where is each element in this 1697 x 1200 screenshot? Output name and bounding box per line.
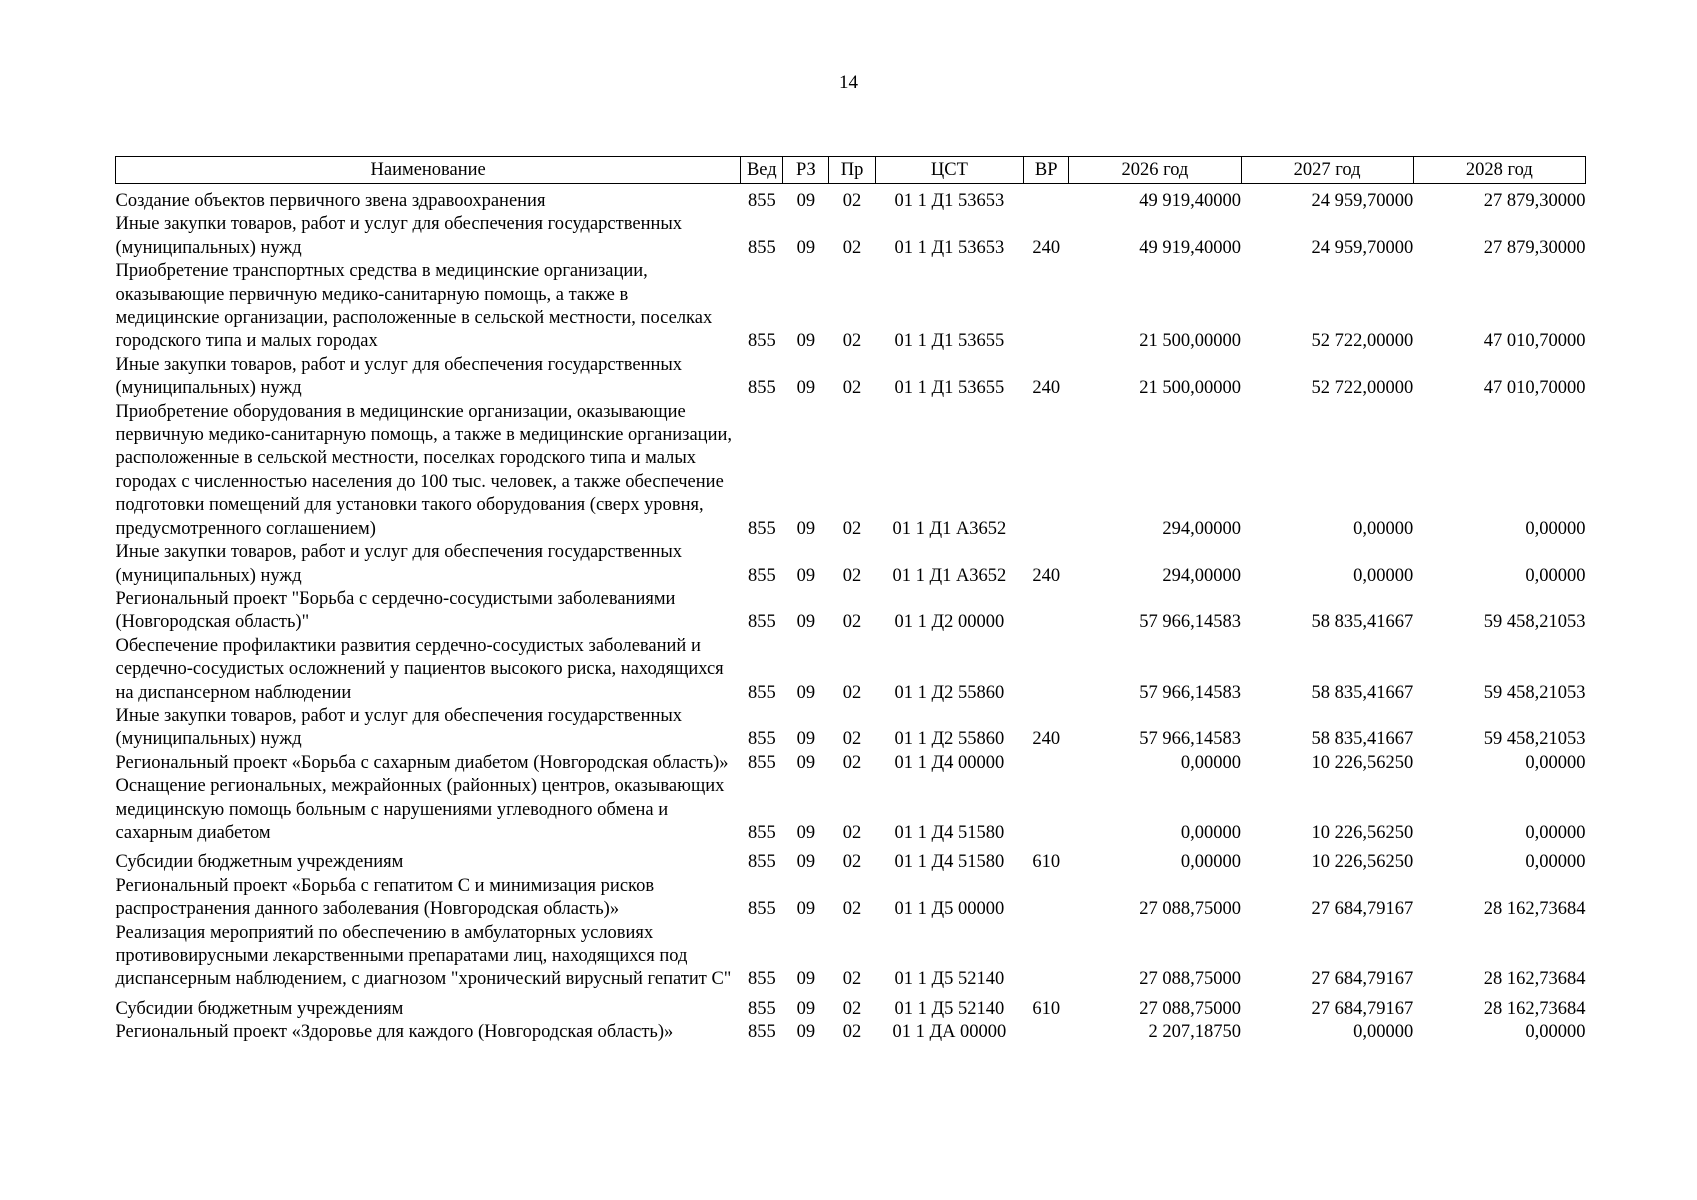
- cell-vr: 610: [1032, 852, 1061, 873]
- cell-cst: 01 1 Д2 55860: [894, 682, 1005, 703]
- cell-ved: 855: [747, 518, 776, 539]
- cell-2028: 28 162,73684: [1483, 969, 1586, 990]
- table-row: [116, 992, 1586, 1021]
- cell-ved: 855: [747, 378, 776, 399]
- cell-pr: 02: [842, 612, 862, 633]
- cell-2027: 58 835,41667: [1311, 612, 1414, 633]
- cell-rz: 09: [796, 752, 816, 773]
- cell-rz: 09: [796, 852, 816, 873]
- cell-2027: 10 226,56250: [1311, 822, 1414, 843]
- cell-2026: 27 088,75000: [1139, 998, 1241, 1019]
- table-row: [116, 875, 1586, 922]
- cell-ved: 855: [747, 191, 776, 211]
- cell-2026: 2 207,18750: [1148, 1022, 1241, 1043]
- cell-cst: 01 1 Д1 А3652: [892, 565, 1007, 586]
- cell-pr: 02: [842, 237, 862, 258]
- cell-2028: 0,00000: [1525, 518, 1586, 539]
- header-cst: ЦСТ: [875, 157, 1024, 184]
- cell-pr: 02: [842, 378, 862, 399]
- cell-name: Приобретение транспортных средства в медицинские организации, оказывающие первичную медико-санитарную помощь, а также в медицинские организации, расположенные в сельской местности, поселках городского типа и малых городах: [115, 261, 713, 352]
- budget-table: [115, 156, 1586, 1045]
- table-row: [116, 1021, 1586, 1044]
- cell-2027: 52 722,00000: [1311, 378, 1414, 399]
- cell-name: Создание объектов первичного звена здравоохранения: [115, 191, 546, 211]
- cell-2026: 294,00000: [1162, 518, 1241, 539]
- cell-2027: 27 684,79167: [1311, 899, 1414, 920]
- cell-2027: 10 226,56250: [1311, 752, 1414, 773]
- cell-2028: 0,00000: [1525, 565, 1586, 586]
- table-row: [116, 775, 1586, 845]
- cell-rz: 09: [796, 998, 816, 1019]
- cell-rz: 09: [796, 822, 816, 843]
- cell-rz: 09: [796, 518, 816, 539]
- cell-cst: 01 1 Д1 53653: [894, 237, 1005, 258]
- cell-pr: 02: [842, 899, 862, 920]
- cell-name: Оснащение региональных, межрайонных (районных) центров, оказывающих медицинскую помощь больным с нарушениями углеводного обмена и сахарным диабетом: [115, 776, 725, 843]
- cell-2028: 0,00000: [1525, 1022, 1586, 1043]
- cell-2026: 0,00000: [1180, 752, 1241, 773]
- cell-cst: 01 1 Д5 00000: [894, 899, 1005, 920]
- cell-rz: 09: [796, 899, 816, 920]
- cell-pr: 02: [842, 331, 862, 352]
- cell-name: Обеспечение профилактики развития сердечно-сосудистых заболеваний и сердечно-сосудистых осложнений у пациентов высокого риска, находящихся на диспансерном наблюдении: [115, 635, 724, 703]
- cell-2028: 59 458,21053: [1483, 682, 1586, 703]
- cell-name: Иные закупки товаров, работ и услуг для обеспечения государственных (муниципальных) нужд: [115, 705, 683, 750]
- table-row: [116, 922, 1586, 992]
- cell-ved: 855: [747, 1022, 776, 1043]
- table-row: [116, 588, 1586, 635]
- cell-pr: 02: [842, 729, 862, 750]
- cell-pr: 02: [842, 998, 862, 1019]
- cell-cst: 01 1 Д4 51580: [894, 852, 1005, 873]
- header-rz: РЗ: [783, 157, 829, 184]
- cell-cst: 01 1 Д2 55860: [894, 729, 1005, 750]
- cell-pr: 02: [842, 852, 862, 873]
- cell-2027: 24 959,70000: [1311, 237, 1414, 258]
- cell-cst: 01 1 ДА 00000: [892, 1022, 1007, 1043]
- cell-name: Региональный проект «Борьба с гепатитом С и минимизация рисков распространения данного заболевания (Новгородская область)»: [115, 875, 655, 920]
- cell-2026: 49 919,40000: [1139, 237, 1241, 258]
- header-ved: Вед: [741, 157, 783, 184]
- page-number: 14: [839, 72, 858, 93]
- cell-cst: 01 1 Д4 51580: [894, 822, 1005, 843]
- cell-2026: 0,00000: [1180, 852, 1241, 873]
- cell-vr: [1024, 775, 1069, 845]
- cell-name: Иные закупки товаров, работ и услуг для обеспечения государственных (муниципальных) нужд: [115, 542, 683, 586]
- cell-cst: 01 1 Д4 00000: [894, 752, 1005, 773]
- cell-2027: 27 684,79167: [1311, 969, 1414, 990]
- cell-ved: 855: [747, 729, 776, 750]
- cell-2026: 57 966,14583: [1139, 729, 1241, 750]
- cell-pr: 02: [842, 565, 862, 586]
- cell-rz: 09: [796, 331, 816, 352]
- table-row: [116, 541, 1586, 588]
- cell-pr: 02: [842, 682, 862, 703]
- cell-rz: 09: [796, 378, 816, 399]
- cell-2028: 0,00000: [1525, 822, 1586, 843]
- cell-name: Региональный проект «Здоровье для каждого (Новгородская область)»: [115, 1022, 674, 1043]
- cell-vr: [1024, 922, 1069, 992]
- cell-ved: 855: [747, 565, 776, 586]
- table-row: [116, 213, 1586, 260]
- header-2028: 2028 год: [1413, 157, 1585, 184]
- table-row: [116, 705, 1586, 752]
- cell-rz: 09: [796, 237, 816, 258]
- cell-ved: 855: [747, 752, 776, 773]
- cell-vr: [1024, 1021, 1069, 1044]
- cell-cst: 01 1 Д5 52140: [894, 998, 1005, 1019]
- cell-rz: 09: [796, 969, 816, 990]
- cell-2028: 0,00000: [1525, 752, 1586, 773]
- cell-name: Иные закупки товаров, работ и услуг для обеспечения государственных (муниципальных) нужд: [115, 354, 683, 399]
- cell-ved: 855: [747, 237, 776, 258]
- table-row: [116, 845, 1586, 874]
- table-header-row: [116, 157, 1586, 184]
- cell-2026: 57 966,14583: [1139, 612, 1241, 633]
- cell-vr: [1024, 401, 1069, 541]
- table-row: [116, 401, 1586, 541]
- cell-rz: 09: [796, 729, 816, 750]
- cell-rz: 09: [796, 682, 816, 703]
- cell-cst: 01 1 Д1 А3652: [892, 518, 1007, 539]
- cell-vr: [1024, 875, 1069, 922]
- cell-vr: 610: [1032, 998, 1061, 1019]
- cell-pr: 02: [842, 752, 862, 773]
- cell-cst: 01 1 Д1 53653: [894, 191, 1005, 211]
- table-row: [116, 260, 1586, 354]
- cell-pr: 02: [842, 191, 862, 211]
- cell-cst: 01 1 Д1 53655: [894, 331, 1005, 352]
- cell-2027: 0,00000: [1353, 1022, 1414, 1043]
- cell-2027: 10 226,56250: [1311, 852, 1414, 873]
- table-body: [116, 184, 1586, 1045]
- cell-2028: 47 010,70000: [1483, 378, 1586, 399]
- cell-2027: 0,00000: [1353, 518, 1414, 539]
- cell-ved: 855: [747, 852, 776, 873]
- cell-2027: 27 684,79167: [1311, 998, 1414, 1019]
- cell-2027: 0,00000: [1353, 565, 1414, 586]
- cell-ved: 855: [747, 612, 776, 633]
- cell-2028: 28 162,73684: [1483, 899, 1586, 920]
- cell-rz: 09: [796, 565, 816, 586]
- header-2026: 2026 год: [1069, 157, 1241, 184]
- cell-vr: [1024, 635, 1069, 705]
- cell-pr: 02: [842, 1022, 862, 1043]
- cell-2027: 58 835,41667: [1311, 682, 1414, 703]
- cell-vr: 240: [1032, 729, 1061, 750]
- cell-2028: 47 010,70000: [1483, 331, 1586, 352]
- table-row: [116, 354, 1586, 401]
- cell-vr: 240: [1032, 565, 1061, 586]
- cell-name: Региональный проект "Борьба с сердечно-сосудистыми заболеваниями (Новгородская область)": [115, 588, 676, 633]
- table-row: [116, 635, 1586, 705]
- cell-2026: 57 966,14583: [1139, 682, 1241, 703]
- cell-2028: 27 879,30000: [1483, 237, 1586, 258]
- header-pr: Пр: [829, 157, 875, 184]
- cell-vr: [1024, 752, 1069, 775]
- cell-2026: 27 088,75000: [1139, 899, 1241, 920]
- cell-name: Субсидии бюджетным учреждениям: [115, 852, 404, 873]
- cell-vr: [1024, 588, 1069, 635]
- cell-rz: 09: [796, 191, 816, 211]
- cell-ved: 855: [747, 331, 776, 352]
- cell-2026: 0,00000: [1180, 822, 1241, 843]
- cell-2028: 59 458,21053: [1483, 612, 1586, 633]
- cell-cst: 01 1 Д2 00000: [894, 612, 1005, 633]
- cell-2026: 49 919,40000: [1139, 191, 1241, 211]
- cell-2026: 21 500,00000: [1139, 378, 1241, 399]
- cell-rz: 09: [796, 612, 816, 633]
- cell-pr: 02: [842, 969, 862, 990]
- cell-2028: 59 458,21053: [1483, 729, 1586, 750]
- cell-2026: 27 088,75000: [1139, 969, 1241, 990]
- cell-name: Реализация мероприятий по обеспечению в амбулаторных условиях противовирусными лекарственными препаратами лиц, находящихся под диспансерным наблюдением, с диагнозом "хронический вирусный гепатит С": [115, 922, 732, 990]
- cell-ved: 855: [747, 969, 776, 990]
- cell-2028: 0,00000: [1525, 852, 1586, 873]
- header-2027: 2027 год: [1241, 157, 1413, 184]
- cell-vr: 240: [1032, 378, 1061, 399]
- cell-cst: 01 1 Д5 52140: [894, 969, 1005, 990]
- table-row: [116, 184, 1586, 214]
- cell-ved: 855: [747, 899, 776, 920]
- cell-cst: 01 1 Д1 53655: [894, 378, 1005, 399]
- cell-ved: 855: [747, 822, 776, 843]
- cell-ved: 855: [747, 998, 776, 1019]
- cell-pr: 02: [842, 518, 862, 539]
- header-name: Наименование: [116, 157, 741, 184]
- cell-rz: 09: [796, 1022, 816, 1043]
- header-vr: ВР: [1024, 157, 1069, 184]
- table-row: [116, 752, 1586, 775]
- cell-2027: 52 722,00000: [1311, 331, 1414, 352]
- cell-2027: 24 959,70000: [1311, 191, 1414, 211]
- cell-pr: 02: [842, 822, 862, 843]
- cell-vr: [1024, 184, 1069, 214]
- cell-ved: 855: [747, 682, 776, 703]
- cell-vr: 240: [1032, 237, 1061, 258]
- cell-2026: 21 500,00000: [1139, 331, 1241, 352]
- cell-name: Субсидии бюджетным учреждениям: [115, 998, 404, 1019]
- cell-name: Иные закупки товаров, работ и услуг для обеспечения государственных (муниципальных) нужд: [115, 214, 683, 258]
- cell-2027: 58 835,41667: [1311, 729, 1414, 750]
- cell-name: Региональный проект «Борьба с сахарным диабетом (Новгородская область)»: [115, 752, 729, 773]
- cell-vr: [1024, 260, 1069, 354]
- cell-2026: 294,00000: [1162, 565, 1241, 586]
- cell-2028: 28 162,73684: [1483, 998, 1586, 1019]
- cell-name: Приобретение оборудования в медицинские организации, оказывающие первичную медико-санитарную помощь, а также в медицинские организации, расположенные в сельской местности, поселках городского типа и малых городах с численностью населения до 100 тыс. человек, а также обеспечение подготовки помещений для установки такого оборудования (сверх уровня, предусмотренного соглашением): [115, 401, 732, 539]
- cell-2028: 27 879,30000: [1483, 191, 1586, 211]
